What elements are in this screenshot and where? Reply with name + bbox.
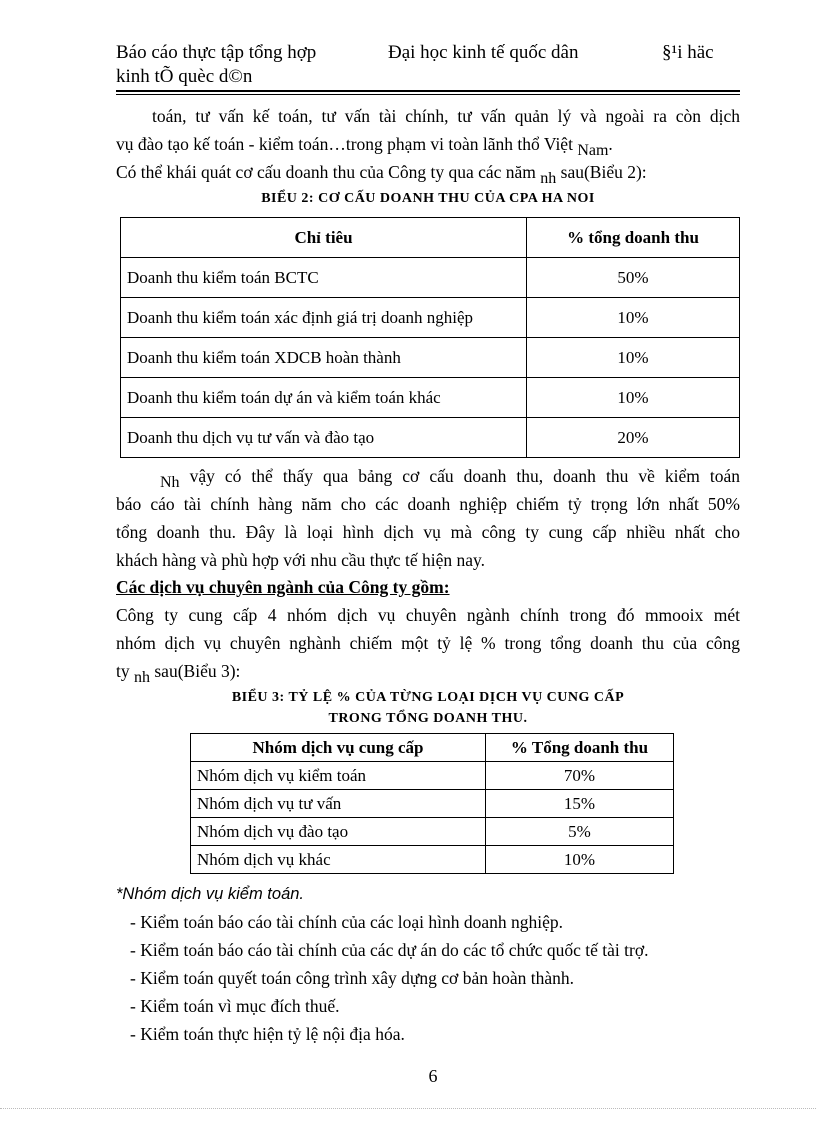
table-row	[191, 846, 674, 874]
intro-line-3: Có thể khái quát cơ cấu doanh thu của Công ty qua các năm nh sau(Biểu 2):	[116, 162, 647, 187]
table-header-row	[191, 734, 674, 762]
row-label: Doanh thu kiểm toán BCTC	[121, 258, 527, 298]
row-value: 20%	[527, 418, 740, 458]
row-value: 70%	[486, 762, 674, 790]
para2-line-3: tổng doanh thu. Đây là loại hình dịch vụ mà công ty cung cấp nhiều nhất cho	[116, 522, 740, 542]
table-row	[191, 790, 674, 818]
row-label: Doanh thu dịch vụ tư vấn và đào tạo	[121, 418, 527, 458]
row-label: Nhóm dịch vụ đào tạo	[191, 818, 486, 846]
para2-line-2: báo cáo tài chính hàng năm cho các doanh nghiệp chiếm tỷ trọng lớn nhất 50%	[116, 494, 740, 514]
header-rule-thin	[116, 94, 740, 95]
page-bottom-border	[0, 1108, 816, 1109]
list-item: - Kiểm toán quyết toán công trình xây dựng cơ bản hoàn thành.	[130, 968, 574, 988]
section-line-2: nhóm dịch vụ chuyên nghành chiếm một tỷ lệ % trong tổng doanh thu của công	[116, 633, 740, 653]
row-label: Doanh thu kiểm toán dự án và kiểm toán khác	[121, 378, 527, 418]
header-rule	[116, 90, 740, 92]
row-label: Nhóm dịch vụ kiểm toán	[191, 762, 486, 790]
row-value: 10%	[527, 378, 740, 418]
table2-caption-line2: TRONG TỔNG DOANH THU.	[328, 711, 528, 726]
section-line-3: ty nh sau(Biểu 3):	[116, 661, 241, 686]
list-item: - Kiểm toán báo cáo tài chính của các loại hình doanh nghiệp.	[130, 912, 563, 932]
row-value: 50%	[527, 258, 740, 298]
table2-caption-line1: BIỂU 3: TỶ LỆ % CỦA TỪNG LOẠI DỊCH VỤ CUNG CẤP	[231, 690, 625, 705]
table-row	[121, 258, 740, 298]
table-row	[191, 762, 674, 790]
page-number: 6	[428, 1066, 438, 1086]
header-right: §¹i häc	[662, 42, 714, 63]
table-row	[121, 418, 740, 458]
table-row	[121, 298, 740, 338]
intro-line-2: vụ đào tạo kế toán - kiểm toán…trong phạm vi toàn lãnh thổ Việt Nam.	[116, 134, 613, 159]
row-label: Nhóm dịch vụ khác	[191, 846, 486, 874]
row-value: 10%	[527, 338, 740, 378]
row-value: 5%	[486, 818, 674, 846]
row-value: 10%	[486, 846, 674, 874]
service-share-table	[190, 733, 674, 874]
list-item: - Kiểm toán vì mục đích thuế.	[130, 996, 340, 1016]
intro-line-1: toán, tư vấn kế toán, tư vấn tài chính, tư vấn quản lý và ngoài ra còn dịch	[152, 106, 740, 126]
para2-line-4: khách hàng và phù hợp với nhu cầu thực tế hiện nay.	[116, 550, 485, 570]
list-item: - Kiểm toán thực hiện tỷ lệ nội địa hóa.	[130, 1024, 405, 1044]
row-label: Doanh thu kiểm toán XDCB hoàn thành	[121, 338, 527, 378]
table-row	[121, 338, 740, 378]
section-heading: Các dịch vụ chuyên ngành của Công ty gồm:	[116, 577, 450, 597]
section-line-1: Công ty cung cấp 4 nhóm dịch vụ chuyên ngành chính trong đó mmooix mét	[116, 605, 740, 625]
table-row	[191, 818, 674, 846]
list-item: - Kiểm toán báo cáo tài chính của các dự án do các tổ chức quốc tế tài trợ.	[130, 940, 649, 960]
audit-group-title: *Nhóm dịch vụ kiểm toán.	[116, 885, 305, 903]
col-header-percent: % Tổng doanh thu	[486, 734, 674, 762]
col-header-service-group: Nhóm dịch vụ cung cấp	[191, 734, 486, 762]
row-value: 15%	[486, 790, 674, 818]
col-header-indicator: Chỉ tiêu	[121, 218, 527, 258]
row-label: Nhóm dịch vụ tư vấn	[191, 790, 486, 818]
header-left-line2: kinh tÕ quèc d©n	[116, 66, 253, 87]
revenue-structure-table	[120, 217, 740, 458]
row-value: 10%	[527, 298, 740, 338]
header-left-line1: Báo cáo thực tập tổng hợp	[116, 42, 317, 63]
row-label: Doanh thu kiểm toán xác định giá trị doanh nghiệp	[121, 298, 527, 338]
col-header-percent: % tổng doanh thu	[527, 218, 740, 258]
table-row	[121, 378, 740, 418]
table1-caption: BIỂU 2: CƠ CẤU DOANH THU CỦA CPA HA NOI	[261, 191, 595, 206]
header-center: Đại học kinh tế quốc dân	[388, 42, 579, 63]
table-header-row	[121, 218, 740, 258]
para2-line-1: Nh vậy có thể thấy qua bảng cơ cấu doanh thu, doanh thu về kiểm toán	[160, 466, 741, 491]
